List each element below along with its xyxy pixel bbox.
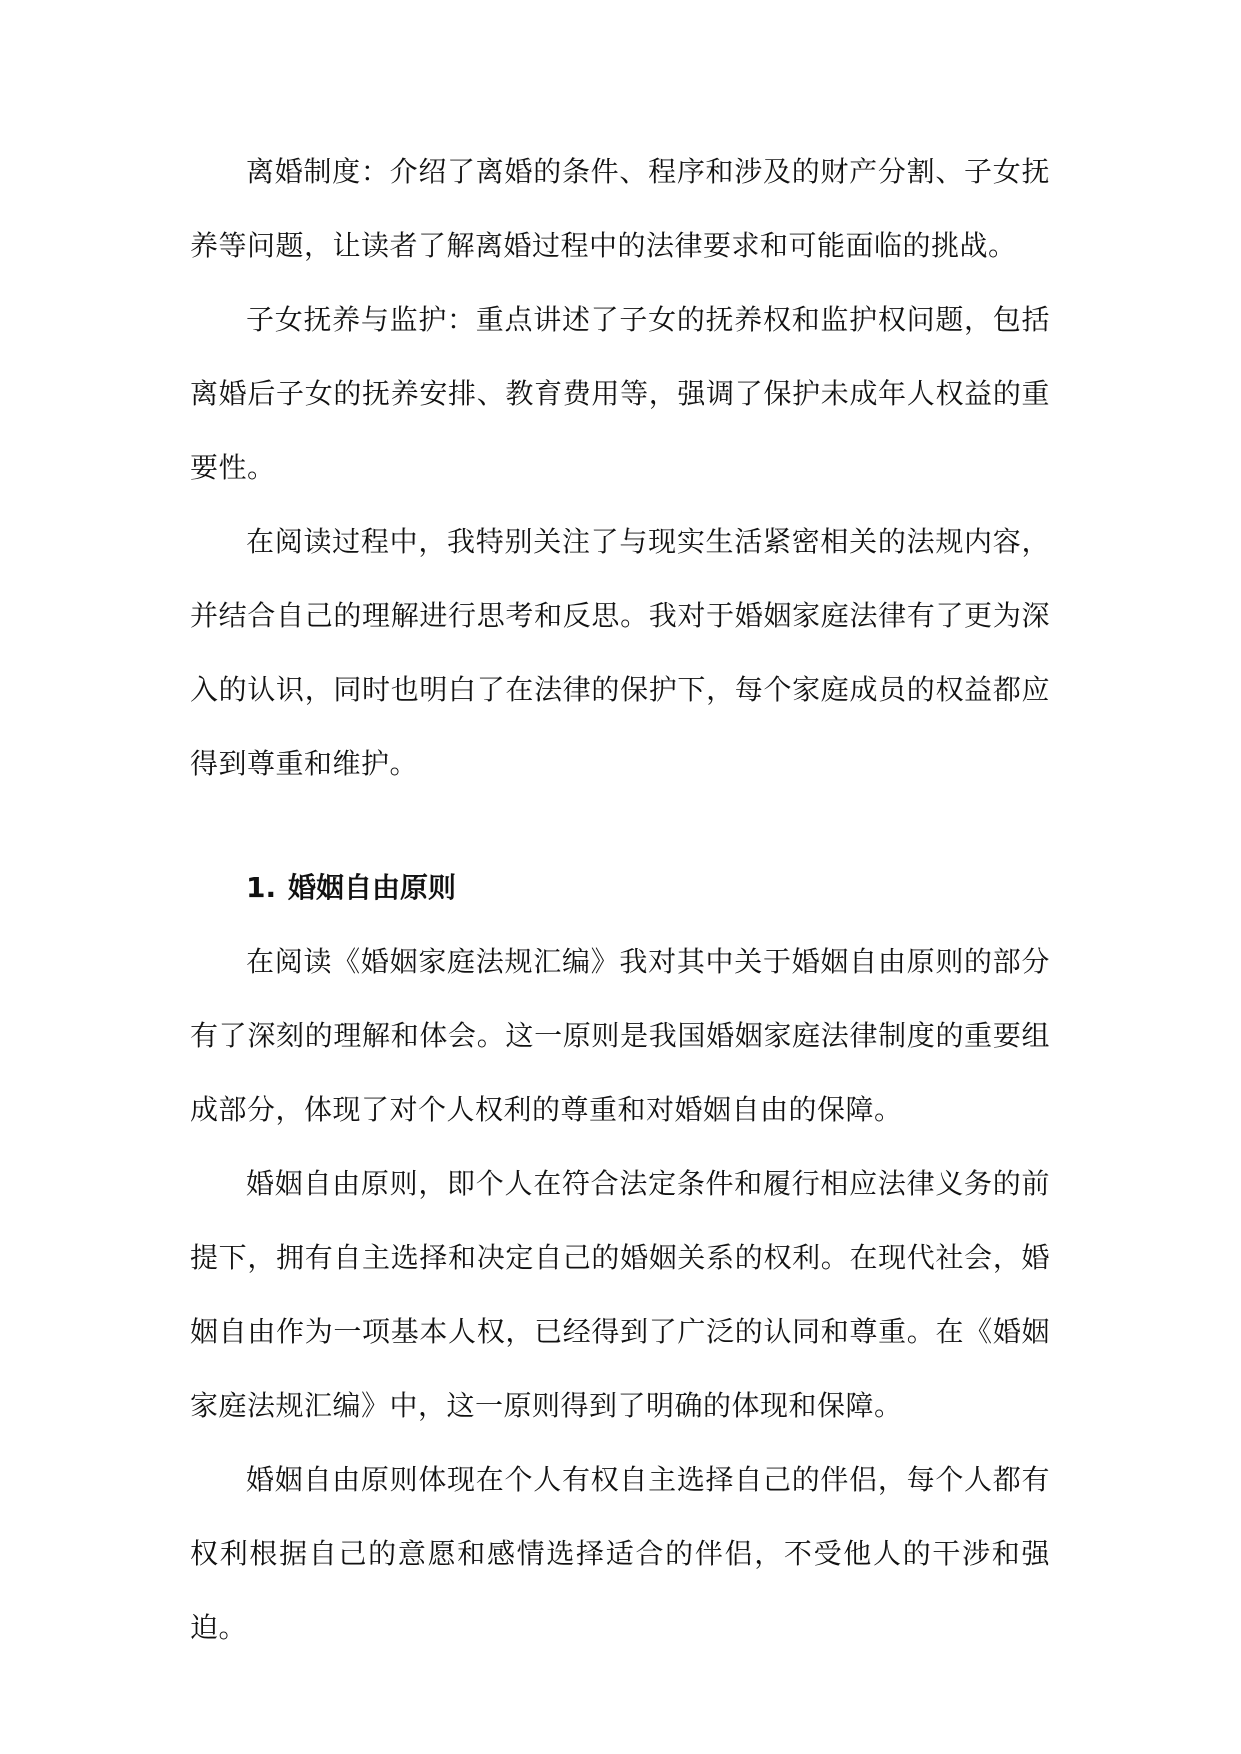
paragraph-divorce-system: 离婚制度：介绍了离婚的条件、程序和涉及的财产分割、子女抚养等问题，让读者了解离婚过程中的法律要求和可能面临的挑战。 — [190, 155, 1050, 262]
paragraph-principle-intro: 在阅读《婚姻家庭法规汇编》我对其中关于婚姻自由原则的部分有了深刻的理解和体会。这一原则是我国婚姻家庭法律制度的重要组成部分，体现了对个人权利的尊重和对婚姻自由的保障。 — [190, 945, 1050, 1126]
document-body — [190, 135, 1050, 1665]
paragraph-principle-partner-choice: 婚姻自由原则体现在个人有权自主选择自己的伴侣，每个人都有权利根据自己的意愿和感情选择适合的伴侣，不受他人的干涉和强迫。 — [190, 1463, 1050, 1644]
paragraph-reading-reflection: 在阅读过程中，我特别关注了与现实生活紧密相关的法规内容，并结合自己的理解进行思考和反思。我对于婚姻家庭法律有了更为深入的认识，同时也明白了在法律的保护下，每个家庭成员的权益都应得到尊重和维护。 — [190, 525, 1050, 780]
paragraph-child-custody: 子女抚养与监护：重点讲述了子女的抚养权和监护权问题，包括离婚后子女的抚养安排、教育费用等，强调了保护未成年人权益的重要性。 — [190, 303, 1050, 484]
section-title: 婚姻自由原则 — [288, 871, 457, 904]
section-number: 1. — [246, 871, 277, 904]
paragraph-principle-definition: 婚姻自由原则，即个人在符合法定条件和履行相应法律义务的前提下，拥有自主选择和决定自己的婚姻关系的权利。在现代社会，婚姻自由作为一项基本人权，已经得到了广泛的认同和尊重。在《婚姻家庭法规汇编》中，这一原则得到了明确的体现和保障。 — [190, 1167, 1050, 1422]
section-heading — [190, 851, 1050, 925]
